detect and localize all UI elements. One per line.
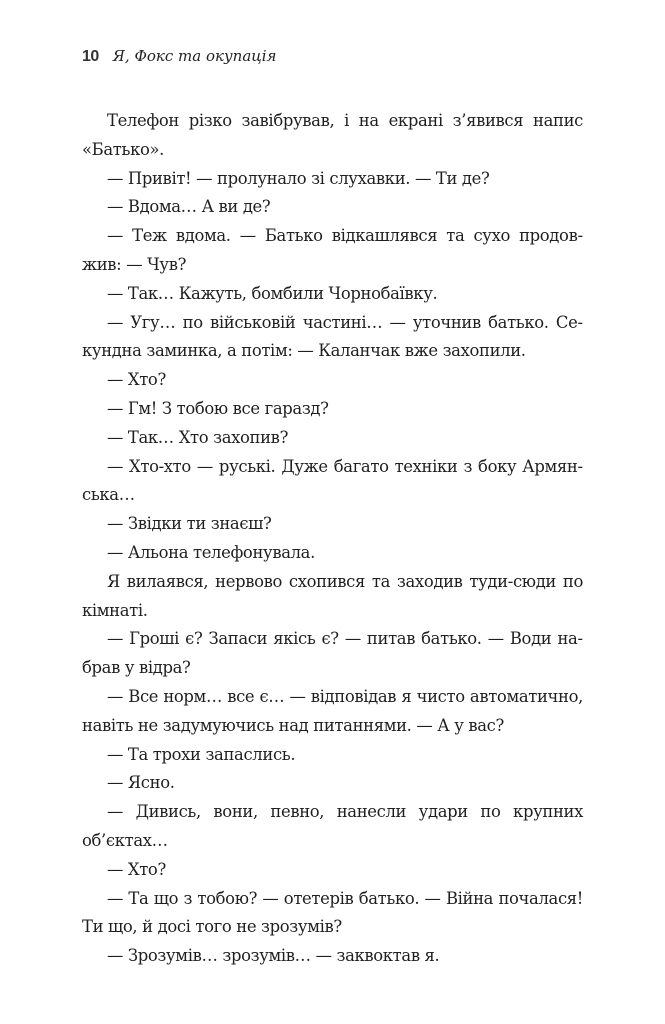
- page-header: [82, 47, 276, 71]
- paragraph: — Теж вдома. — Батько відкашлявся та сухо продовжив: — Чув?: [82, 226, 583, 274]
- text-body: [82, 107, 583, 971]
- paragraph: — Звідки ти знаєш?: [107, 514, 272, 534]
- paragraph: — Зрозумів… зрозумів… — заквоктав я.: [107, 946, 440, 966]
- paragraph: — Так… Хто захопив?: [107, 427, 289, 447]
- paragraph: — Так… Кажуть, бомбили Чорнобаївку.: [107, 283, 438, 303]
- page-number: 10: [82, 48, 99, 65]
- paragraph: — Дивись, вони, певно, нанесли удари по крупних об’єктах…: [82, 802, 583, 850]
- paragraph: — Альона телефонувала.: [107, 542, 315, 562]
- paragraph: — Хто?: [107, 370, 166, 390]
- paragraph: — Хто-хто — руські. Дуже багато техніки з боку Армянська…: [82, 456, 583, 505]
- paragraph: — Ясно.: [107, 773, 175, 793]
- running-title: Я, Фокс та окупація: [112, 47, 277, 65]
- paragraph: — Та що з тобою? — отетерів батько. — Війна почалася! Ти що, й досі того не зрозумів?: [82, 888, 583, 937]
- paragraph: — Гроші є? Запаси якісь є? — питав батько. — Води набрав у відра?: [82, 629, 583, 678]
- paragraph: Я вилаявся, нервово схопився та заходив туди-сюди по кімнаті.: [82, 571, 583, 620]
- paragraph: — Вдома… А ви де?: [107, 197, 271, 217]
- paragraph: — Угу… по військовій частині… — уточнив батько. Секундна заминка, а потім: — Каланчак вже захопили.: [82, 312, 583, 361]
- paragraph: — Все норм… все є… — відповідав я чисто автоматично, навіть не задумуючись над питаннями. — А у вас?: [82, 686, 583, 735]
- paragraph: — Гм! З тобою все гаразд?: [107, 398, 329, 418]
- paragraph: — Хто?: [107, 859, 166, 879]
- paragraph: Телефон різко завібрував, і на екрані з’явився напис «Батько».: [82, 111, 583, 159]
- paragraph: — Та трохи запаслись.: [107, 744, 296, 764]
- paragraph: — Привіт! — пролунало зі слухавки. — Ти де?: [107, 168, 490, 188]
